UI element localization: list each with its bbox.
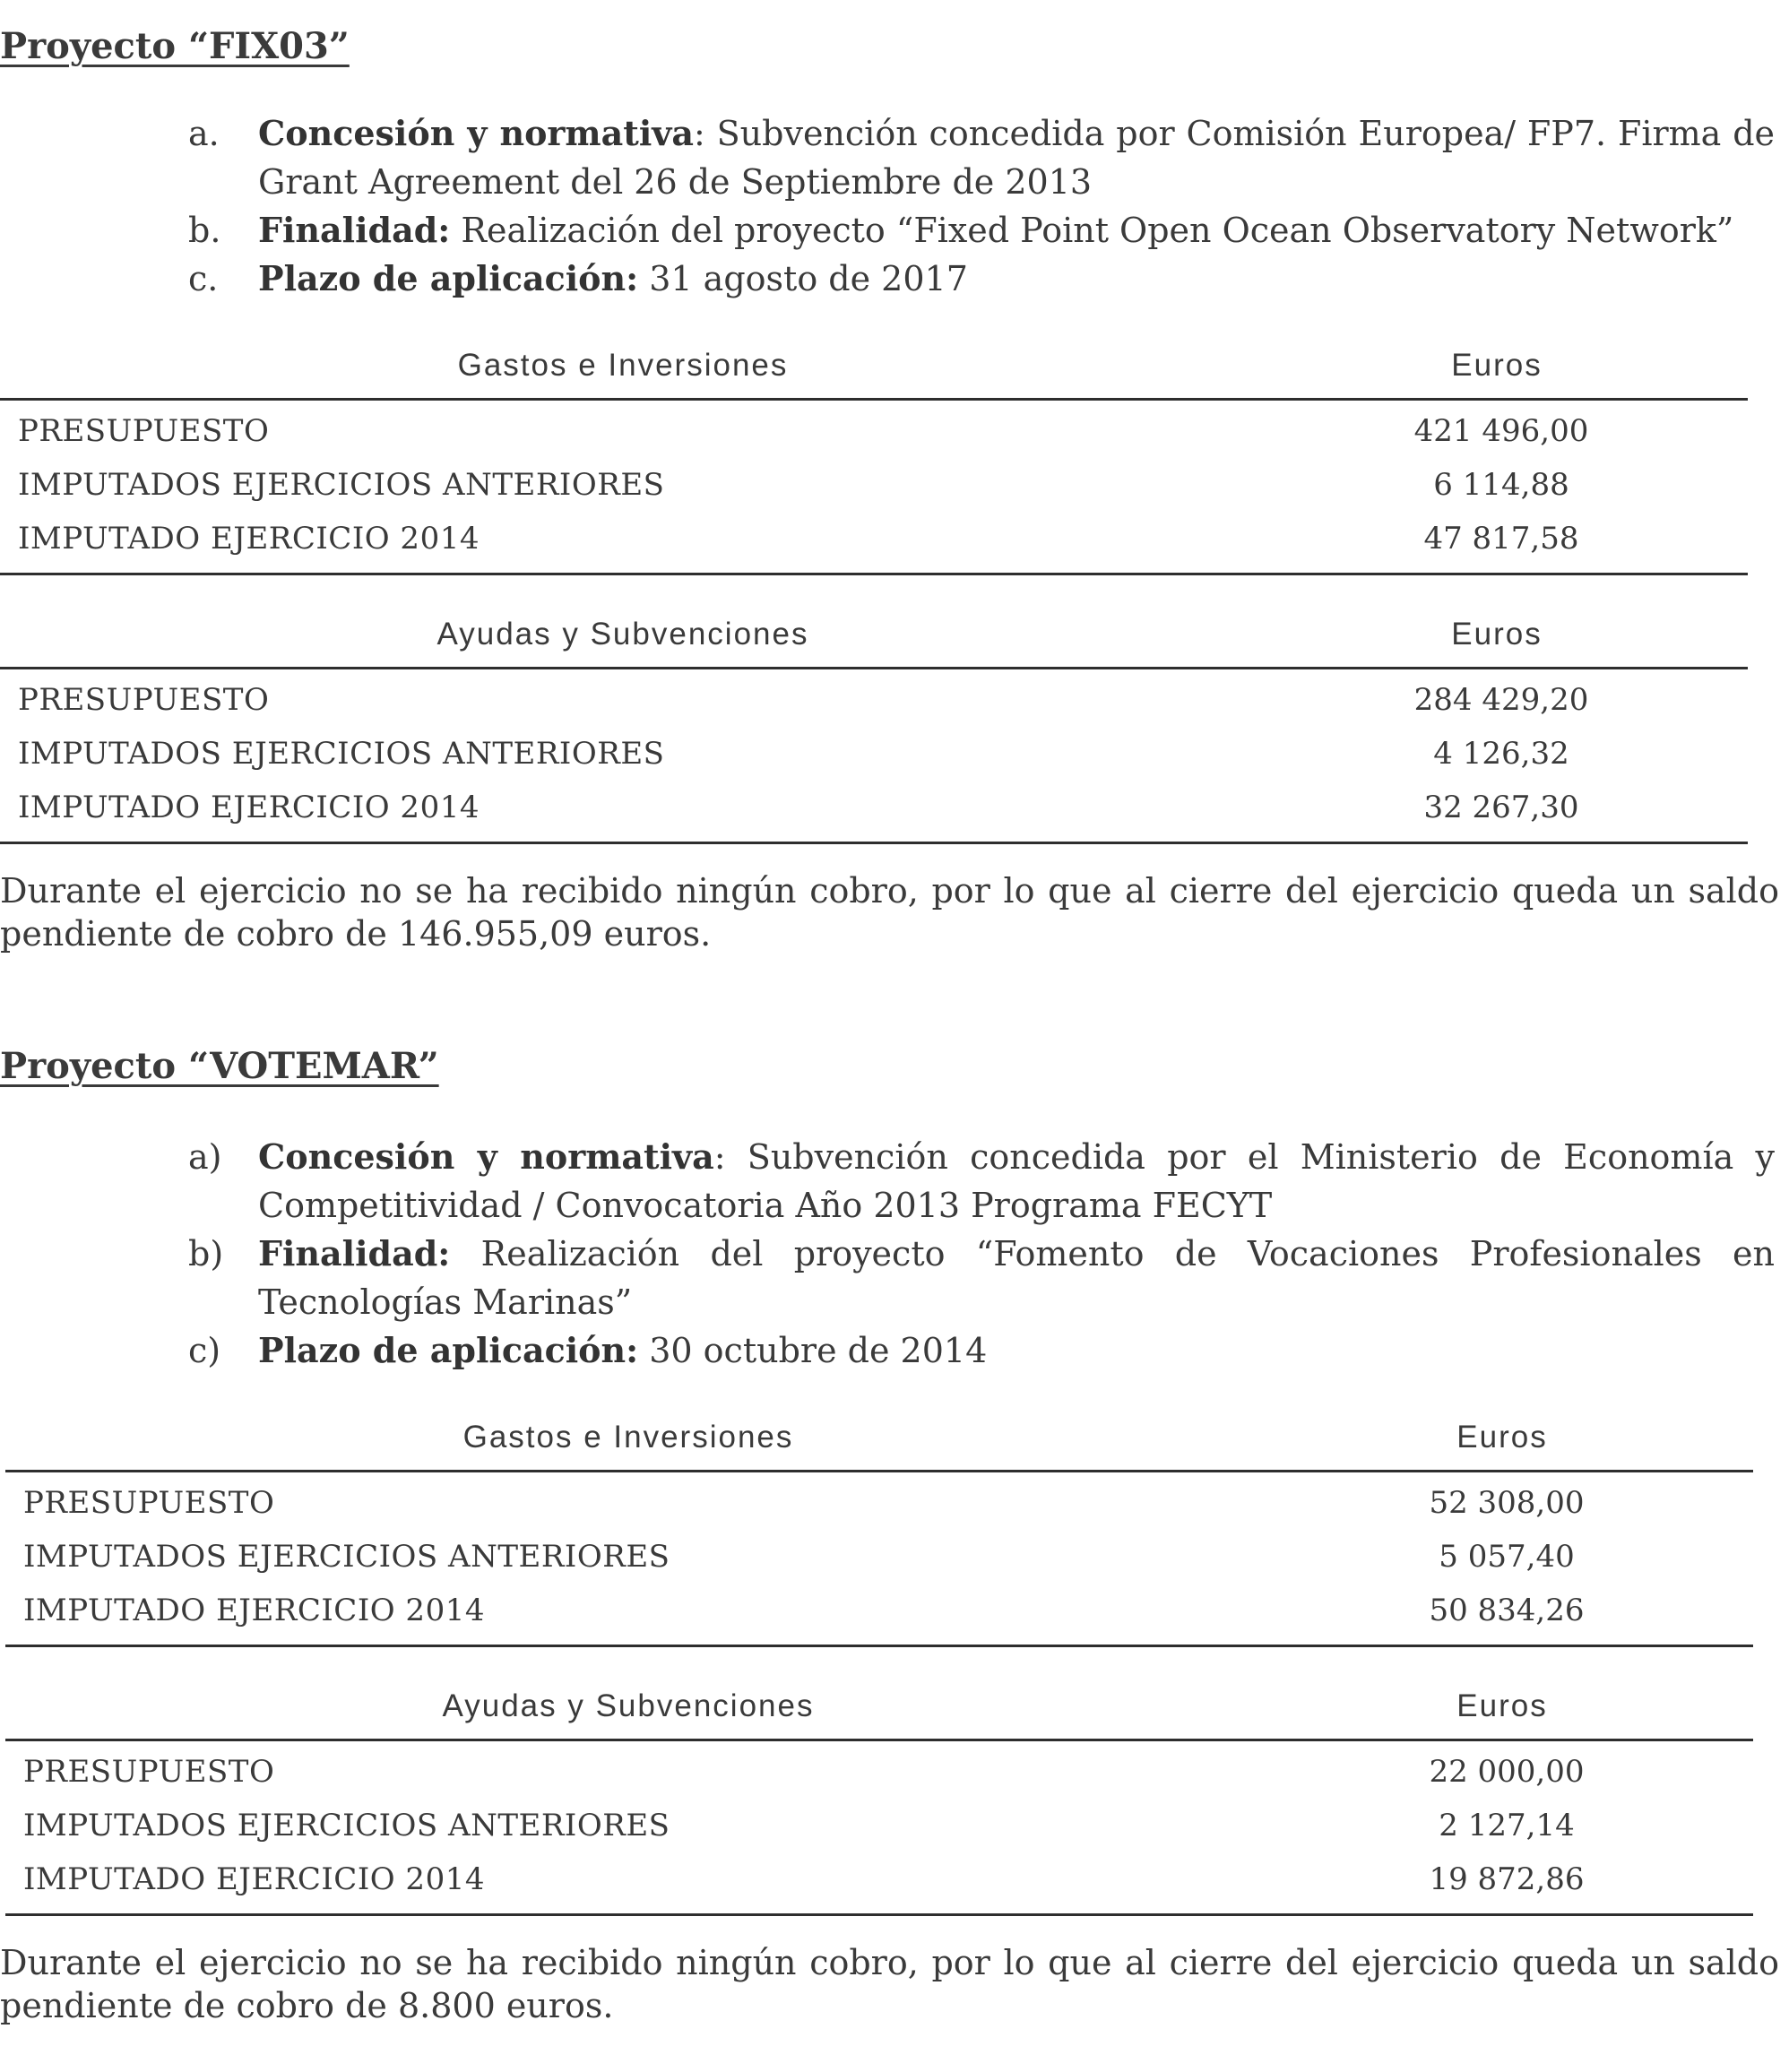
row-label: IMPUTADO EJERCICIO 2014 — [18, 790, 480, 825]
project-title: Proyecto “FIX03” — [0, 25, 350, 67]
item-text: Subvención concedida por el Ministerio de Economía y Competitividad / Convocatoria Año 2013 Programa FECYT — [258, 1137, 1775, 1225]
list-marker: c) — [188, 1331, 221, 1370]
table-row — [0, 404, 1748, 458]
table-row — [0, 458, 1748, 512]
item-label: Concesión y normativa — [258, 1136, 714, 1177]
list-marker: a) — [188, 1137, 222, 1177]
table-row — [0, 727, 1748, 781]
row-label: IMPUTADO EJERCICIO 2014 — [23, 1861, 485, 1897]
table-row — [5, 1852, 1753, 1906]
cobro-note: Durante el ejercicio no se ha recibido ningún cobro, por lo que al cierre del ejercicio queda un saldo pendiente de cobro de 8.800 euros. — [0, 1943, 1779, 2025]
column-header-euros: Euros — [1451, 617, 1543, 652]
row-label: IMPUTADOS EJERCICIOS ANTERIORES — [23, 1808, 670, 1843]
list-marker: b) — [188, 1234, 224, 1273]
list-item-concesion: a) Concesión y normativa: Subvención concedida por el Ministerio de Economía y Competitividad / Convocatoria Año 2013 Programa FECYT — [188, 1133, 1775, 1230]
table-row — [5, 1530, 1753, 1584]
list-item-finalidad — [188, 206, 1775, 255]
row-value: 50 834,26 — [1429, 1593, 1585, 1628]
row-value: 32 267,30 — [1423, 790, 1579, 825]
table-gastos-inversiones — [0, 344, 1748, 575]
column-header-euros: Euros — [1451, 348, 1543, 383]
column-header-concept: Gastos e Inversiones — [457, 348, 789, 383]
list-item-concesion: a. Concesión y normativa: Subvención concedida por Comisión Europea/ FP7. Firma de Grant Agreement del 26 de Septiembre de 2013 — [188, 109, 1775, 206]
column-header-euros: Euros — [1456, 1688, 1548, 1723]
column-header-concept: Ayudas y Subvenciones — [442, 1688, 815, 1723]
row-label: PRESUPUESTO — [23, 1754, 275, 1790]
project-title: Proyecto “VOTEMAR” — [0, 1045, 439, 1087]
row-value: 47 817,58 — [1423, 521, 1579, 557]
row-label: IMPUTADO EJERCICIO 2014 — [18, 521, 480, 557]
item-text: 30 octubre de 2014 — [638, 1331, 988, 1370]
row-label: IMPUTADOS EJERCICIOS ANTERIORES — [18, 736, 665, 772]
item-label: Finalidad: — [258, 1233, 451, 1273]
table-row — [5, 1799, 1753, 1852]
table-row — [0, 673, 1748, 727]
table-row — [5, 1584, 1753, 1637]
row-label: IMPUTADO EJERCICIO 2014 — [23, 1593, 485, 1628]
row-value: 22 000,00 — [1429, 1754, 1585, 1790]
project-items-list — [188, 1133, 1775, 1375]
table-header — [0, 613, 1748, 669]
cobro-note: Durante el ejercicio no se ha recibido ningún cobro, por lo que al cierre del ejercicio queda un saldo pendiente de cobro de 146.955,09 euros. — [0, 871, 1779, 954]
column-header-concept: Gastos e Inversiones — [462, 1420, 794, 1455]
row-label: IMPUTADOS EJERCICIOS ANTERIORES — [18, 467, 665, 503]
item-label: Concesión y normativa — [258, 113, 694, 153]
list-item-finalidad — [188, 1230, 1775, 1326]
table-row — [0, 512, 1748, 565]
row-label: PRESUPUESTO — [18, 413, 270, 449]
list-item-plazo — [188, 1326, 1775, 1375]
table-header — [0, 344, 1748, 401]
column-header-euros: Euros — [1456, 1420, 1548, 1455]
table-header — [5, 1416, 1753, 1472]
row-value: 5 057,40 — [1439, 1539, 1575, 1575]
row-value: 6 114,88 — [1433, 467, 1569, 503]
row-label: PRESUPUESTO — [23, 1485, 275, 1521]
row-value: 2 127,14 — [1439, 1808, 1575, 1843]
row-value: 4 126,32 — [1433, 736, 1569, 772]
table-header — [5, 1685, 1753, 1741]
item-text: Subvención concedida por Comisión Europea/ FP7. Firma de Grant Agreement del 26 de Septiembre de 2013 — [258, 114, 1776, 202]
item-label: Plazo de aplicación: — [258, 258, 639, 298]
row-value: 284 429,20 — [1413, 682, 1589, 718]
table-row — [5, 1476, 1753, 1530]
project-items-list — [188, 109, 1775, 303]
row-value: 421 496,00 — [1413, 413, 1589, 449]
row-label: IMPUTADOS EJERCICIOS ANTERIORES — [23, 1539, 670, 1575]
list-marker: c. — [188, 259, 219, 298]
list-marker: a. — [188, 114, 220, 153]
list-item-plazo — [188, 255, 1775, 303]
item-text: Realización del proyecto “Fomento de Vocaciones Profesionales en Tecnologías Marinas” — [258, 1234, 1775, 1322]
table-row — [5, 1745, 1753, 1799]
list-marker: b. — [188, 211, 221, 250]
column-header-concept: Ayudas y Subvenciones — [436, 617, 809, 652]
table-ayudas-subvenciones — [0, 613, 1748, 844]
item-label: Plazo de aplicación: — [258, 1330, 639, 1370]
item-label: Finalidad: — [258, 210, 451, 250]
item-text: 31 agosto de 2017 — [638, 259, 968, 298]
table-gastos-inversiones — [5, 1416, 1753, 1647]
row-value: 52 308,00 — [1429, 1485, 1585, 1521]
row-value: 19 872,86 — [1429, 1861, 1585, 1897]
row-label: PRESUPUESTO — [18, 682, 270, 718]
table-ayudas-subvenciones — [5, 1685, 1753, 1916]
table-row — [0, 781, 1748, 834]
item-text: Realización del proyecto “Fixed Point Open Ocean Observatory Network” — [450, 211, 1734, 250]
